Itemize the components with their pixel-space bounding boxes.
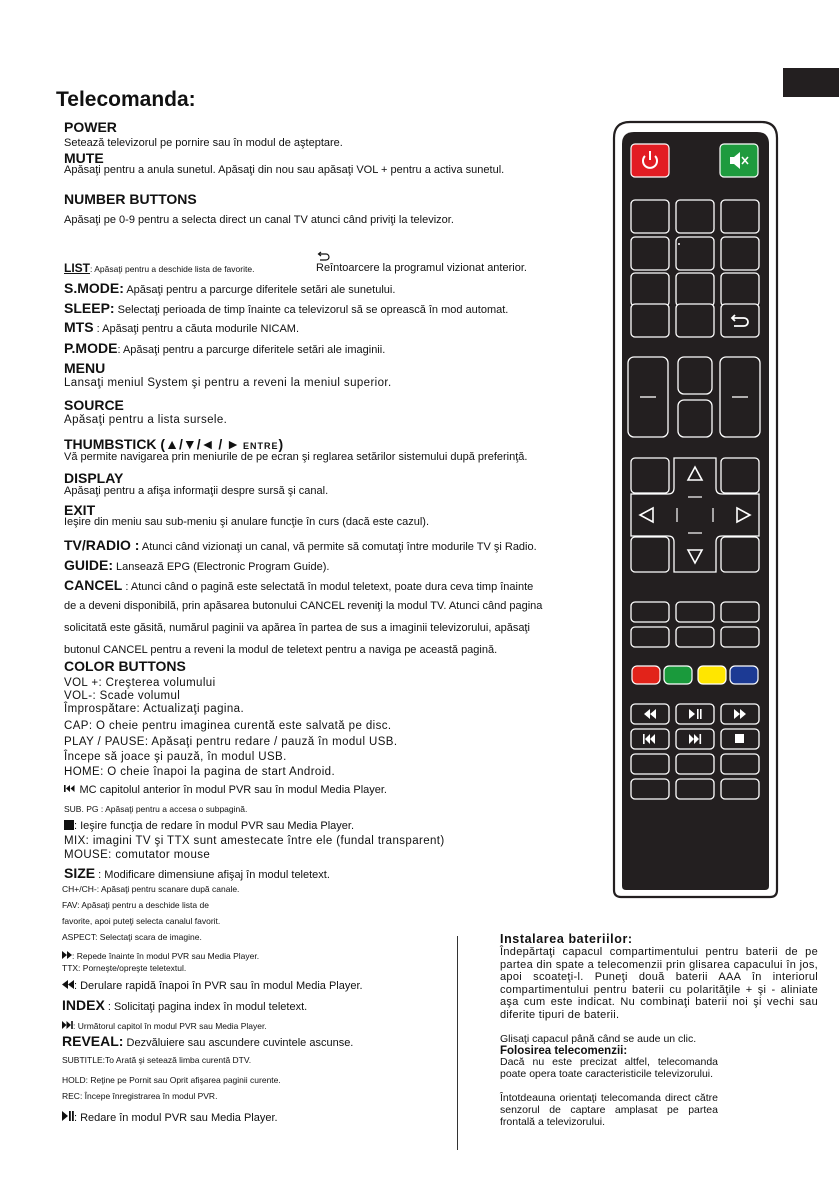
- battery-text: Îndepărtaţi capacul compartimentului pentru baterii de pe partea din spate a telecomenzii prin glisarea capacului în jos, apoi scoateţi-l. Puneţi două baterii AAA în interiorul compartimentului pentru baterii cu polarităţile + şi - aliniate aşa cum este indicat. Nu combinaţi baterii noi şi vechi sau diferite tipuri de baterii.: [500, 946, 818, 1021]
- red-button[interactable]: [632, 666, 660, 684]
- green-button[interactable]: [664, 666, 692, 684]
- index-title: INDEX: [62, 997, 105, 1013]
- cancel-title: CANCEL: [64, 577, 123, 593]
- menu-desc: Lansaţi meniul System şi pentru a reveni la meniul superior.: [64, 377, 392, 389]
- subpg-title: SUB. PG: [64, 804, 99, 814]
- power-desc: Setează televizorul pe pornire sau în modul de aşteptare.: [64, 137, 343, 149]
- use-title: Folosirea telecomenzii:: [500, 1045, 628, 1057]
- next-chapter-icon: [62, 1021, 73, 1029]
- number-button[interactable]: [676, 200, 714, 233]
- source-title: SOURCE: [64, 397, 124, 413]
- rew-row: [62, 976, 363, 994]
- next-row: [62, 1016, 267, 1034]
- color-line: Începe să joace şi pauză, în modul USB.: [64, 751, 287, 763]
- guide-title: GUIDE:: [64, 557, 113, 573]
- rec-desc: REC: Începe înregistrarea în modul PVR.: [62, 1091, 218, 1101]
- number-button[interactable]: [676, 237, 714, 270]
- list-row: [64, 259, 254, 277]
- play-desc: : Redare în modul PVR sau Media Player.: [74, 1112, 278, 1124]
- ff-desc: : Repede înainte în modul PVR sau Media Player.: [72, 951, 260, 961]
- tvradio-title: TV/RADIO :: [64, 537, 140, 553]
- exit-title: EXIT: [64, 502, 96, 518]
- function-button[interactable]: [676, 754, 714, 774]
- mts-title: MTS: [64, 319, 94, 335]
- subtitle-desc: SUBTITLE:To Arată şi setează limba curentă DTV.: [62, 1055, 252, 1065]
- function-button[interactable]: [676, 627, 714, 647]
- rew-desc: : Derulare rapidă înapoi în PVR sau în modul Media Player.: [74, 980, 363, 992]
- sleep-row: [64, 300, 508, 318]
- cancel-line1: : Atunci când o pagină este selectată în modul teletext, poate dura ceva timp înainte: [122, 581, 534, 593]
- tvradio-desc: Atunci când vizionaţi un canal, vă permite să comutaţi între modurile TV şi Radio.: [139, 541, 537, 553]
- number-button[interactable]: [721, 237, 759, 270]
- battery-title: Instalarea bateriilor:: [500, 932, 633, 946]
- size-desc: : Modificare dimensiune afişaj în modul teletext.: [95, 869, 330, 881]
- recall-button[interactable]: [721, 304, 759, 337]
- color-line: Împrospătare: Actualizaţi pagina.: [64, 703, 245, 715]
- smode-title: S.MODE:: [64, 280, 124, 296]
- mts-row: [64, 319, 299, 337]
- color-line: VOL +: Creşterea volumului: [64, 677, 216, 689]
- number-button[interactable]: [631, 200, 669, 233]
- reveal-desc: Dezvăluiere sau ascundere cuvintele ascunse.: [123, 1037, 354, 1049]
- stop-icon: [735, 734, 744, 743]
- play-row: [62, 1108, 278, 1126]
- center-bottom-button[interactable]: [678, 400, 712, 437]
- index-desc: : Solicitaţi pagina index în modul teletext.: [104, 1001, 308, 1013]
- list-title: LIST: [64, 261, 90, 275]
- next-desc: : Următorul capitol în modul PVR sau Media Player.: [73, 1021, 267, 1031]
- list-desc: : Apăsaţi pentru a deschide lista de favorite.: [90, 264, 255, 274]
- color-title: COLOR BUTTONS: [64, 658, 186, 674]
- subpg-row: [64, 799, 247, 817]
- smode-row: [64, 280, 395, 298]
- function-button[interactable]: [721, 602, 759, 622]
- mix-line2: MOUSE: comutator mouse: [64, 849, 211, 861]
- battery-slide: Glisaţi capacul până când se aude un clic.: [500, 1033, 697, 1045]
- function-button[interactable]: [721, 627, 759, 647]
- number-desc: Apăsaţi pe 0-9 pentru a selecta direct un canal TV atunci când priviţi la televizor.: [64, 214, 454, 226]
- stop-icon: [64, 820, 74, 830]
- chch-desc: CH+/CH-: Apăsaţi pentru scanare după canale.: [62, 884, 240, 894]
- use-text1: Dacă nu este precizat altfel, telecomanda poate opera toate caracteristicile televizorului.: [500, 1056, 718, 1080]
- reveal-row: [62, 1033, 353, 1051]
- fav-line1: FAV: Apăsaţi pentru a deschide lista de: [62, 900, 209, 910]
- ff-row: [62, 946, 259, 964]
- stop-desc: : Ieşire funcţia de redare în modul PVR sau Media Player.: [74, 820, 355, 832]
- ttx-desc: TTX: Porneşte/opreşte teletextul.: [62, 963, 187, 973]
- thumb-title: THUMBSTICK (▲/▼/◄ / ►: [64, 436, 240, 452]
- use-text2: Întotdeauna orientaţi telecomanda direct către senzorul de captare amplasat pe partea frontală a televizorului.: [500, 1092, 718, 1128]
- display-desc: Apăsaţi pentru a afişa informaţii despre sursă şi canal.: [64, 485, 329, 497]
- mix-line1: MIX: imagini TV şi TTX sunt amestecate între ele (fundal transparent): [64, 835, 445, 847]
- function-button[interactable]: [676, 779, 714, 799]
- page-title: Telecomanda:: [56, 88, 196, 111]
- thumb-title-row: [64, 436, 283, 452]
- tvradio-row: [64, 537, 537, 555]
- stop-row: [64, 816, 354, 834]
- smode-desc: Apăsaţi pentru a parcurge diferitele setări ale sunetului.: [123, 284, 396, 296]
- remote-svg: [608, 120, 783, 900]
- function-button[interactable]: [721, 754, 759, 774]
- aspect-desc: ASPECT: Selectaţi scara de imagine.: [62, 932, 202, 942]
- number-button[interactable]: [676, 304, 714, 337]
- mc-desc: MC capitolul anterior în modul PVR sau în modul Media Player.: [79, 784, 387, 796]
- power-button[interactable]: [631, 144, 669, 177]
- function-button[interactable]: [631, 779, 669, 799]
- color-line: PLAY / PAUSE: Apăsaţi pentru redare / pauză în modul USB.: [64, 736, 398, 748]
- play-pause-icon: [62, 1111, 74, 1121]
- number-button[interactable]: [631, 273, 669, 306]
- number-button[interactable]: [676, 273, 714, 306]
- mts-desc: : Apăsaţi pentru a căuta modurile NICAM.: [93, 323, 299, 335]
- pmode-desc: : Apăsaţi pentru a parcurge diferitele setări ale imaginii.: [117, 344, 386, 356]
- color-line: CAP: O cheie pentru imaginea curentă este salvată pe disc.: [64, 720, 392, 732]
- reveal-title: REVEAL:: [62, 1033, 124, 1049]
- fast-forward-icon: [62, 951, 72, 959]
- number-button[interactable]: [631, 237, 669, 270]
- function-button[interactable]: [631, 754, 669, 774]
- prev-chapter-icon: [64, 784, 75, 793]
- thumb-entre: ENTRE: [242, 441, 279, 451]
- pmode-title: P.MODE: [64, 340, 118, 356]
- color-line: VOL-: Scade volumul: [64, 690, 181, 702]
- cancel-line2: de a deveni disponibilă, prin apăsarea butonului CANCEL reveniţi la modul TV. Atunci când pagina: [64, 600, 543, 612]
- subpg-desc: : Apăsaţi pentru a accesa o subpagină.: [98, 804, 248, 814]
- color-line: HOME: O cheie înapoi la pagina de start Android.: [64, 766, 336, 778]
- menu-title: MENU: [64, 360, 106, 376]
- source-desc: Apăsaţi pentru a lista sursele.: [64, 414, 228, 426]
- source-button[interactable]: [721, 458, 759, 493]
- mc-row: [64, 780, 387, 798]
- cancel-line4: butonul CANCEL pentru a reveni la modul de teletext pentru a naviga pe această pagină.: [64, 644, 498, 656]
- mute-desc: Apăsaţi pentru a anula sunetul. Apăsaţi din nou sau apăsaţi VOL + pentru a activa sunetul.: [64, 164, 505, 176]
- thumb-close: ): [278, 436, 284, 452]
- hold-desc: HOLD: Reţine pe Pornit sau Oprit afişarea paginii curente.: [62, 1075, 281, 1085]
- number-title: NUMBER BUTTONS: [64, 191, 197, 207]
- thumb-desc: Vă permite navigarea prin meniurile de pe ecran şi reglarea setărilor sistemului după preferinţă.: [64, 451, 528, 463]
- function-button[interactable]: [676, 602, 714, 622]
- function-button[interactable]: [631, 602, 669, 622]
- exit-desc: Ieşire din meniu sau sub-meniu şi anulare funcţie în curs (dacă este cazul).: [64, 516, 430, 528]
- section-tab: [783, 68, 839, 97]
- fav-line2: favorite, apoi puteţi selecta canalul favorit.: [62, 916, 221, 926]
- cancel-line3: solicitată este găsită, numărul paginii va apărea în partea de sus a imaginii televizorului, apăsaţi: [64, 622, 530, 634]
- index-row: [62, 997, 307, 1015]
- rewind-icon: [62, 980, 74, 989]
- recall-desc: Reîntoarcere la programul vizionat anterior.: [316, 262, 527, 274]
- size-row: [64, 865, 330, 883]
- menu-button[interactable]: [631, 458, 669, 493]
- display-button[interactable]: [631, 537, 669, 572]
- pmode-row: [64, 340, 385, 358]
- center-top-button[interactable]: [678, 357, 712, 394]
- cancel-row: [64, 577, 533, 595]
- function-button[interactable]: [721, 779, 759, 799]
- mute-title: MUTE: [64, 150, 104, 166]
- exit-button[interactable]: [721, 537, 759, 572]
- power-title: POWER: [64, 119, 117, 135]
- guide-row: [64, 557, 329, 575]
- display-title: DISPLAY: [64, 470, 124, 486]
- guide-desc: Lansează EPG (Electronic Program Guide).: [113, 561, 330, 573]
- number-button[interactable]: [631, 304, 669, 337]
- remote-control: [608, 120, 783, 905]
- sleep-desc: Selectaţi perioada de timp înainte ca televizorul să se oprească în mod automat.: [114, 304, 509, 316]
- yellow-button[interactable]: [698, 666, 726, 684]
- size-title: SIZE: [64, 865, 96, 881]
- column-divider: [457, 936, 458, 1150]
- number-button[interactable]: [721, 273, 759, 306]
- sleep-title: SLEEP:: [64, 300, 115, 316]
- function-button[interactable]: [631, 627, 669, 647]
- blue-button[interactable]: [730, 666, 758, 684]
- number-button[interactable]: [721, 200, 759, 233]
